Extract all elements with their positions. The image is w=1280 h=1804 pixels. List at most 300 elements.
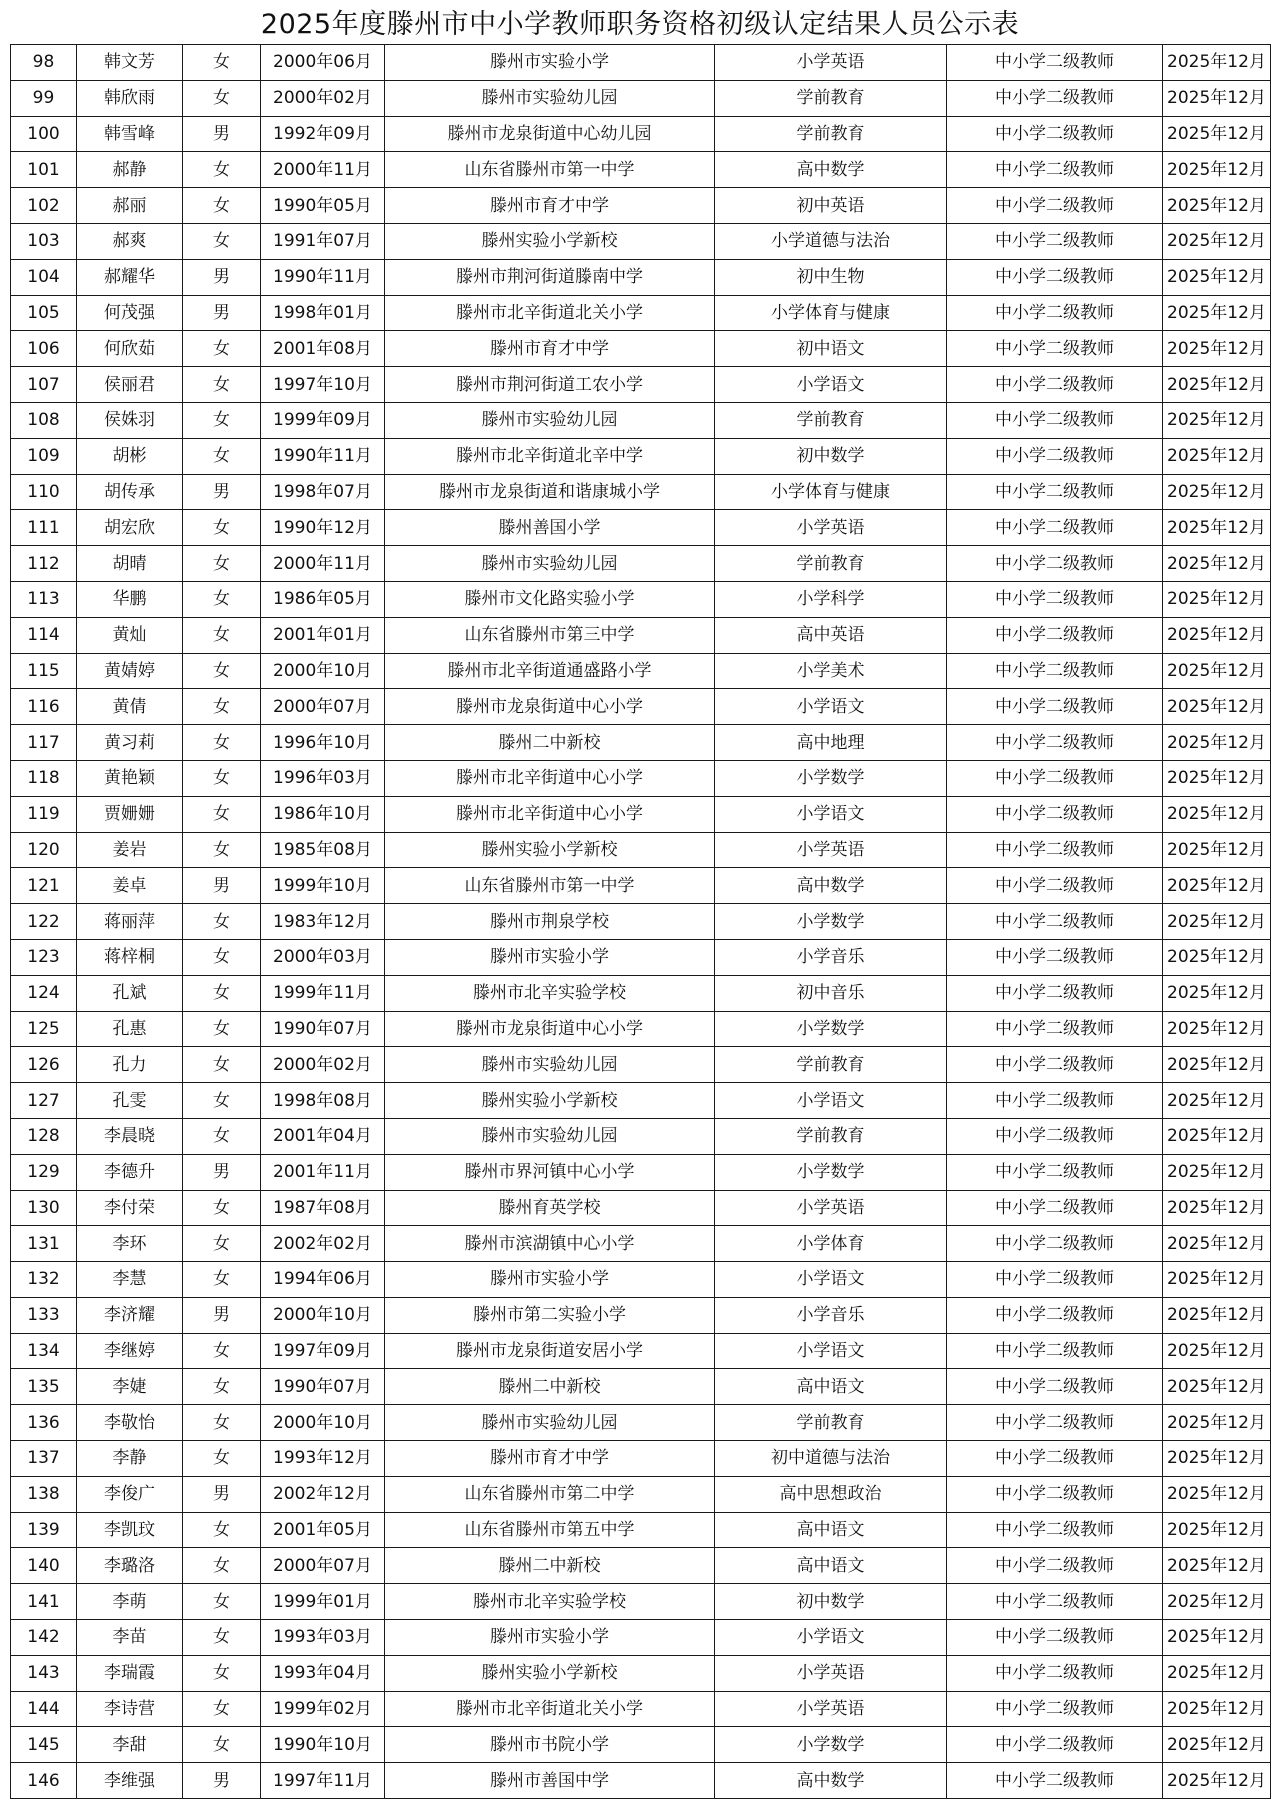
gender-cell: 女: [183, 796, 261, 832]
qualification-cell: 中小学二级教师: [947, 725, 1163, 761]
gender-cell: 女: [183, 510, 261, 546]
serial-number-cell: 145: [11, 1727, 77, 1763]
birth-date-cell: 2000年07月: [261, 1548, 385, 1584]
table-row: [11, 939, 1271, 975]
gender-cell: 女: [183, 331, 261, 367]
workplace-cell: 滕州市实验小学: [385, 939, 715, 975]
table-row: [11, 1405, 1271, 1441]
qualification-cell: 中小学二级教师: [947, 259, 1163, 295]
subject-cell: 小学语文: [715, 689, 947, 725]
name-cell: 黄艳颖: [77, 760, 183, 796]
approval-date-cell: 2025年12月: [1163, 1154, 1271, 1190]
birth-date-cell: 1999年11月: [261, 975, 385, 1011]
gender-cell: 女: [183, 1190, 261, 1226]
serial-number-cell: 143: [11, 1655, 77, 1691]
serial-number-cell: 111: [11, 510, 77, 546]
name-cell: 华鹏: [77, 581, 183, 617]
table-row: [11, 1548, 1271, 1584]
qualification-cell: 中小学二级教师: [947, 1620, 1163, 1656]
serial-number-cell: 130: [11, 1190, 77, 1226]
name-cell: 李晨晓: [77, 1118, 183, 1154]
approval-date-cell: 2025年12月: [1163, 1727, 1271, 1763]
qualification-cell: 中小学二级教师: [947, 1190, 1163, 1226]
approval-date-cell: 2025年12月: [1163, 796, 1271, 832]
gender-cell: 女: [183, 546, 261, 582]
workplace-cell: 滕州市荆河街道滕南中学: [385, 259, 715, 295]
birth-date-cell: 2002年02月: [261, 1226, 385, 1262]
workplace-cell: 滕州善国小学: [385, 510, 715, 546]
qualification-cell: 中小学二级教师: [947, 331, 1163, 367]
birth-date-cell: 1990年07月: [261, 1369, 385, 1405]
qualification-cell: 中小学二级教师: [947, 152, 1163, 188]
subject-cell: 小学美术: [715, 653, 947, 689]
subject-cell: 高中思想政治: [715, 1476, 947, 1512]
workplace-cell: 滕州市实验幼儿园: [385, 1405, 715, 1441]
subject-cell: 小学语文: [715, 1262, 947, 1298]
approval-date-cell: 2025年12月: [1163, 474, 1271, 510]
workplace-cell: 滕州二中新校: [385, 1369, 715, 1405]
birth-date-cell: 1986年10月: [261, 796, 385, 832]
approval-date-cell: 2025年12月: [1163, 939, 1271, 975]
gender-cell: 女: [183, 1011, 261, 1047]
serial-number-cell: 119: [11, 796, 77, 832]
qualification-cell: 中小学二级教师: [947, 546, 1163, 582]
serial-number-cell: 135: [11, 1369, 77, 1405]
table-row: [11, 1011, 1271, 1047]
birth-date-cell: 1985年08月: [261, 832, 385, 868]
workplace-cell: 滕州市北辛街道中心小学: [385, 796, 715, 832]
serial-number-cell: 102: [11, 188, 77, 224]
birth-date-cell: 2000年10月: [261, 1405, 385, 1441]
approval-date-cell: 2025年12月: [1163, 152, 1271, 188]
serial-number-cell: 114: [11, 617, 77, 653]
table-row: [11, 1333, 1271, 1369]
qualification-cell: 中小学二级教师: [947, 1655, 1163, 1691]
birth-date-cell: 1998年08月: [261, 1083, 385, 1119]
table-row: [11, 116, 1271, 152]
birth-date-cell: 2001年08月: [261, 331, 385, 367]
gender-cell: 女: [183, 1047, 261, 1083]
subject-cell: 学前教育: [715, 1118, 947, 1154]
qualification-cell: 中小学二级教师: [947, 116, 1163, 152]
workplace-cell: 山东省滕州市第五中学: [385, 1512, 715, 1548]
qualification-cell: 中小学二级教师: [947, 1441, 1163, 1477]
approval-date-cell: 2025年12月: [1163, 402, 1271, 438]
approval-date-cell: 2025年12月: [1163, 1476, 1271, 1512]
gender-cell: 女: [183, 1727, 261, 1763]
results-table: [10, 44, 1271, 1799]
name-cell: 孔斌: [77, 975, 183, 1011]
approval-date-cell: 2025年12月: [1163, 1441, 1271, 1477]
gender-cell: 男: [183, 868, 261, 904]
gender-cell: 女: [183, 1584, 261, 1620]
workplace-cell: 滕州二中新校: [385, 1548, 715, 1584]
name-cell: 贾姗姗: [77, 796, 183, 832]
name-cell: 李维强: [77, 1763, 183, 1799]
serial-number-cell: 98: [11, 45, 77, 81]
table-row: [11, 295, 1271, 331]
approval-date-cell: 2025年12月: [1163, 331, 1271, 367]
serial-number-cell: 129: [11, 1154, 77, 1190]
birth-date-cell: 1999年01月: [261, 1584, 385, 1620]
serial-number-cell: 121: [11, 868, 77, 904]
serial-number-cell: 123: [11, 939, 77, 975]
workplace-cell: 滕州市龙泉街道安居小学: [385, 1333, 715, 1369]
name-cell: 侯丽君: [77, 367, 183, 403]
workplace-cell: 滕州市实验小学: [385, 1620, 715, 1656]
table-row: [11, 1727, 1271, 1763]
approval-date-cell: 2025年12月: [1163, 1691, 1271, 1727]
name-cell: 黄灿: [77, 617, 183, 653]
workplace-cell: 滕州实验小学新校: [385, 1655, 715, 1691]
name-cell: 韩欣雨: [77, 80, 183, 116]
serial-number-cell: 140: [11, 1548, 77, 1584]
table-row: [11, 402, 1271, 438]
qualification-cell: 中小学二级教师: [947, 295, 1163, 331]
name-cell: 黄习莉: [77, 725, 183, 761]
gender-cell: 女: [183, 1620, 261, 1656]
approval-date-cell: 2025年12月: [1163, 80, 1271, 116]
name-cell: 侯姝羽: [77, 402, 183, 438]
workplace-cell: 滕州市北辛街道中心小学: [385, 760, 715, 796]
birth-date-cell: 1992年09月: [261, 116, 385, 152]
name-cell: 李敬怡: [77, 1405, 183, 1441]
name-cell: 姜岩: [77, 832, 183, 868]
workplace-cell: 滕州市实验幼儿园: [385, 546, 715, 582]
serial-number-cell: 112: [11, 546, 77, 582]
approval-date-cell: 2025年12月: [1163, 581, 1271, 617]
name-cell: 李继婷: [77, 1333, 183, 1369]
qualification-cell: 中小学二级教师: [947, 510, 1163, 546]
workplace-cell: 滕州市龙泉街道和谐康城小学: [385, 474, 715, 510]
workplace-cell: 山东省滕州市第三中学: [385, 617, 715, 653]
birth-date-cell: 1996年10月: [261, 725, 385, 761]
birth-date-cell: 2000年06月: [261, 45, 385, 81]
subject-cell: 初中数学: [715, 1584, 947, 1620]
name-cell: 蒋丽萍: [77, 904, 183, 940]
approval-date-cell: 2025年12月: [1163, 868, 1271, 904]
gender-cell: 女: [183, 617, 261, 653]
approval-date-cell: 2025年12月: [1163, 188, 1271, 224]
birth-date-cell: 1993年04月: [261, 1655, 385, 1691]
qualification-cell: 中小学二级教师: [947, 474, 1163, 510]
serial-number-cell: 141: [11, 1584, 77, 1620]
table-row: [11, 1083, 1271, 1119]
gender-cell: 女: [183, 1512, 261, 1548]
subject-cell: 小学语文: [715, 796, 947, 832]
birth-date-cell: 1998年07月: [261, 474, 385, 510]
gender-cell: 女: [183, 1655, 261, 1691]
subject-cell: 学前教育: [715, 402, 947, 438]
subject-cell: 小学体育与健康: [715, 295, 947, 331]
qualification-cell: 中小学二级教师: [947, 868, 1163, 904]
gender-cell: 女: [183, 939, 261, 975]
birth-date-cell: 1990年07月: [261, 1011, 385, 1047]
name-cell: 郝耀华: [77, 259, 183, 295]
table-row: [11, 546, 1271, 582]
name-cell: 胡传承: [77, 474, 183, 510]
birth-date-cell: 2001年01月: [261, 617, 385, 653]
serial-number-cell: 116: [11, 689, 77, 725]
birth-date-cell: 1997年11月: [261, 1763, 385, 1799]
birth-date-cell: 2000年10月: [261, 1297, 385, 1333]
table-row: [11, 1118, 1271, 1154]
workplace-cell: 滕州市北辛街道通盛路小学: [385, 653, 715, 689]
birth-date-cell: 2001年11月: [261, 1154, 385, 1190]
gender-cell: 男: [183, 1476, 261, 1512]
gender-cell: 女: [183, 1691, 261, 1727]
gender-cell: 女: [183, 1548, 261, 1584]
name-cell: 李静: [77, 1441, 183, 1477]
gender-cell: 女: [183, 832, 261, 868]
qualification-cell: 中小学二级教师: [947, 1226, 1163, 1262]
subject-cell: 初中音乐: [715, 975, 947, 1011]
approval-date-cell: 2025年12月: [1163, 1333, 1271, 1369]
subject-cell: 小学数学: [715, 904, 947, 940]
workplace-cell: 滕州市北辛街道北关小学: [385, 295, 715, 331]
name-cell: 韩雪峰: [77, 116, 183, 152]
approval-date-cell: 2025年12月: [1163, 367, 1271, 403]
subject-cell: 高中语文: [715, 1512, 947, 1548]
subject-cell: 小学音乐: [715, 1297, 947, 1333]
qualification-cell: 中小学二级教师: [947, 904, 1163, 940]
table-row: [11, 45, 1271, 81]
approval-date-cell: 2025年12月: [1163, 1548, 1271, 1584]
gender-cell: 女: [183, 188, 261, 224]
gender-cell: 女: [183, 80, 261, 116]
qualification-cell: 中小学二级教师: [947, 832, 1163, 868]
table-row: [11, 1190, 1271, 1226]
subject-cell: 高中数学: [715, 152, 947, 188]
birth-date-cell: 2001年05月: [261, 1512, 385, 1548]
workplace-cell: 滕州实验小学新校: [385, 223, 715, 259]
qualification-cell: 中小学二级教师: [947, 1297, 1163, 1333]
qualification-cell: 中小学二级教师: [947, 796, 1163, 832]
subject-cell: 初中语文: [715, 331, 947, 367]
subject-cell: 小学数学: [715, 1011, 947, 1047]
subject-cell: 小学语文: [715, 367, 947, 403]
subject-cell: 高中地理: [715, 725, 947, 761]
table-row: [11, 438, 1271, 474]
gender-cell: 女: [183, 152, 261, 188]
approval-date-cell: 2025年12月: [1163, 1118, 1271, 1154]
table-row: [11, 1297, 1271, 1333]
serial-number-cell: 137: [11, 1441, 77, 1477]
approval-date-cell: 2025年12月: [1163, 1011, 1271, 1047]
table-row: [11, 1655, 1271, 1691]
gender-cell: 女: [183, 725, 261, 761]
name-cell: 李璐洛: [77, 1548, 183, 1584]
gender-cell: 女: [183, 904, 261, 940]
gender-cell: 男: [183, 474, 261, 510]
workplace-cell: 滕州市育才中学: [385, 1441, 715, 1477]
table-row: [11, 725, 1271, 761]
approval-date-cell: 2025年12月: [1163, 975, 1271, 1011]
table-row: [11, 832, 1271, 868]
gender-cell: 女: [183, 1083, 261, 1119]
table-row: [11, 1369, 1271, 1405]
serial-number-cell: 110: [11, 474, 77, 510]
subject-cell: 高中英语: [715, 617, 947, 653]
serial-number-cell: 104: [11, 259, 77, 295]
table-row: [11, 1047, 1271, 1083]
name-cell: 李瑞霞: [77, 1655, 183, 1691]
birth-date-cell: 1999年10月: [261, 868, 385, 904]
table-row: [11, 188, 1271, 224]
qualification-cell: 中小学二级教师: [947, 1083, 1163, 1119]
table-row: [11, 259, 1271, 295]
qualification-cell: 中小学二级教师: [947, 1262, 1163, 1298]
subject-cell: 学前教育: [715, 546, 947, 582]
qualification-cell: 中小学二级教师: [947, 223, 1163, 259]
workplace-cell: 滕州市第二实验小学: [385, 1297, 715, 1333]
name-cell: 黄婧婷: [77, 653, 183, 689]
name-cell: 何茂强: [77, 295, 183, 331]
workplace-cell: 滕州市实验幼儿园: [385, 1118, 715, 1154]
workplace-cell: 滕州市实验幼儿园: [385, 1047, 715, 1083]
qualification-cell: 中小学二级教师: [947, 939, 1163, 975]
qualification-cell: 中小学二级教师: [947, 975, 1163, 1011]
approval-date-cell: 2025年12月: [1163, 1655, 1271, 1691]
approval-date-cell: 2025年12月: [1163, 617, 1271, 653]
gender-cell: 男: [183, 116, 261, 152]
serial-number-cell: 139: [11, 1512, 77, 1548]
serial-number-cell: 106: [11, 331, 77, 367]
birth-date-cell: 1986年05月: [261, 581, 385, 617]
serial-number-cell: 134: [11, 1333, 77, 1369]
subject-cell: 高中语文: [715, 1369, 947, 1405]
subject-cell: 小学体育与健康: [715, 474, 947, 510]
approval-date-cell: 2025年12月: [1163, 1083, 1271, 1119]
table-row: [11, 904, 1271, 940]
workplace-cell: 滕州市实验小学: [385, 45, 715, 81]
birth-date-cell: 1990年11月: [261, 438, 385, 474]
name-cell: 胡晴: [77, 546, 183, 582]
qualification-cell: 中小学二级教师: [947, 1118, 1163, 1154]
workplace-cell: 滕州市龙泉街道中心小学: [385, 689, 715, 725]
subject-cell: 小学英语: [715, 832, 947, 868]
workplace-cell: 滕州实验小学新校: [385, 1083, 715, 1119]
approval-date-cell: 2025年12月: [1163, 653, 1271, 689]
subject-cell: 小学语文: [715, 1083, 947, 1119]
name-cell: 李苗: [77, 1620, 183, 1656]
serial-number-cell: 99: [11, 80, 77, 116]
approval-date-cell: 2025年12月: [1163, 1405, 1271, 1441]
birth-date-cell: 1993年12月: [261, 1441, 385, 1477]
serial-number-cell: 124: [11, 975, 77, 1011]
subject-cell: 高中数学: [715, 868, 947, 904]
birth-date-cell: 2000年11月: [261, 152, 385, 188]
serial-number-cell: 125: [11, 1011, 77, 1047]
workplace-cell: 滕州市滨湖镇中心小学: [385, 1226, 715, 1262]
gender-cell: 女: [183, 45, 261, 81]
approval-date-cell: 2025年12月: [1163, 760, 1271, 796]
qualification-cell: 中小学二级教师: [947, 402, 1163, 438]
birth-date-cell: 1996年03月: [261, 760, 385, 796]
serial-number-cell: 101: [11, 152, 77, 188]
serial-number-cell: 113: [11, 581, 77, 617]
approval-date-cell: 2025年12月: [1163, 1512, 1271, 1548]
birth-date-cell: 1993年03月: [261, 1620, 385, 1656]
birth-date-cell: 1997年10月: [261, 367, 385, 403]
birth-date-cell: 2000年07月: [261, 689, 385, 725]
workplace-cell: 滕州市北辛街道北辛中学: [385, 438, 715, 474]
subject-cell: 初中数学: [715, 438, 947, 474]
serial-number-cell: 127: [11, 1083, 77, 1119]
workplace-cell: 滕州市北辛街道北关小学: [385, 1691, 715, 1727]
birth-date-cell: 2000年02月: [261, 80, 385, 116]
name-cell: 李萌: [77, 1584, 183, 1620]
serial-number-cell: 103: [11, 223, 77, 259]
table-row: [11, 1691, 1271, 1727]
workplace-cell: 滕州市实验幼儿园: [385, 80, 715, 116]
workplace-cell: 滕州市书院小学: [385, 1727, 715, 1763]
birth-date-cell: 1987年08月: [261, 1190, 385, 1226]
name-cell: 郝爽: [77, 223, 183, 259]
table-row: [11, 1763, 1271, 1799]
name-cell: 姜卓: [77, 868, 183, 904]
qualification-cell: 中小学二级教师: [947, 1369, 1163, 1405]
subject-cell: 小学科学: [715, 581, 947, 617]
serial-number-cell: 131: [11, 1226, 77, 1262]
subject-cell: 小学道德与法治: [715, 223, 947, 259]
name-cell: 胡彬: [77, 438, 183, 474]
approval-date-cell: 2025年12月: [1163, 116, 1271, 152]
approval-date-cell: 2025年12月: [1163, 259, 1271, 295]
name-cell: 李德升: [77, 1154, 183, 1190]
name-cell: 李诗营: [77, 1691, 183, 1727]
table-row: [11, 1226, 1271, 1262]
approval-date-cell: 2025年12月: [1163, 510, 1271, 546]
subject-cell: 小学英语: [715, 1691, 947, 1727]
serial-number-cell: 109: [11, 438, 77, 474]
gender-cell: 女: [183, 223, 261, 259]
serial-number-cell: 120: [11, 832, 77, 868]
birth-date-cell: 1994年06月: [261, 1262, 385, 1298]
serial-number-cell: 133: [11, 1297, 77, 1333]
qualification-cell: 中小学二级教师: [947, 367, 1163, 403]
birth-date-cell: 1983年12月: [261, 904, 385, 940]
qualification-cell: 中小学二级教师: [947, 1548, 1163, 1584]
gender-cell: 男: [183, 1763, 261, 1799]
table-row: [11, 1262, 1271, 1298]
qualification-cell: 中小学二级教师: [947, 1584, 1163, 1620]
name-cell: 孔雯: [77, 1083, 183, 1119]
qualification-cell: 中小学二级教师: [947, 1011, 1163, 1047]
subject-cell: 小学英语: [715, 510, 947, 546]
approval-date-cell: 2025年12月: [1163, 1620, 1271, 1656]
qualification-cell: 中小学二级教师: [947, 45, 1163, 81]
gender-cell: 男: [183, 1297, 261, 1333]
name-cell: 黄倩: [77, 689, 183, 725]
name-cell: 孔惠: [77, 1011, 183, 1047]
subject-cell: 小学语文: [715, 1620, 947, 1656]
approval-date-cell: 2025年12月: [1163, 45, 1271, 81]
gender-cell: 男: [183, 1154, 261, 1190]
workplace-cell: 滕州市荆河街道工农小学: [385, 367, 715, 403]
workplace-cell: 滕州市育才中学: [385, 331, 715, 367]
serial-number-cell: 105: [11, 295, 77, 331]
gender-cell: 女: [183, 1369, 261, 1405]
workplace-cell: 滕州市实验幼儿园: [385, 402, 715, 438]
table-row: [11, 1154, 1271, 1190]
gender-cell: 男: [183, 259, 261, 295]
qualification-cell: 中小学二级教师: [947, 438, 1163, 474]
name-cell: 孔力: [77, 1047, 183, 1083]
birth-date-cell: 1990年10月: [261, 1727, 385, 1763]
table-row: [11, 223, 1271, 259]
qualification-cell: 中小学二级教师: [947, 581, 1163, 617]
